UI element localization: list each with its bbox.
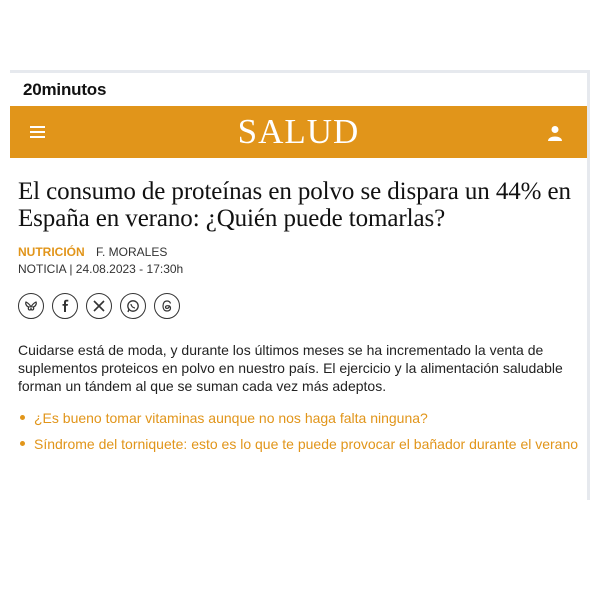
whatsapp-icon[interactable]: [120, 293, 146, 319]
article-headline: El consumo de proteínas en polvo se dispara un 44% en España en verano: ¿Quién puede tomarlas?: [18, 178, 571, 232]
bluesky-icon[interactable]: [18, 293, 44, 319]
article-lead: Cuidarse está de moda, y durante los últimos meses se ha incrementado la venta de suplementos proteicos en polvo en nuestro país. El ejercicio y la alimentación saludable forman un tándem al que se suman cada vez más adeptos.: [18, 342, 563, 394]
user-icon[interactable]: [547, 125, 563, 141]
site-logo[interactable]: 20minutos: [23, 79, 107, 99]
site-header: [10, 73, 587, 106]
x-icon[interactable]: [86, 293, 112, 319]
section-title[interactable]: SALUD: [237, 112, 360, 151]
related-links: [18, 409, 579, 453]
article-meta: [18, 245, 579, 259]
article-category[interactable]: NUTRICIÓN: [18, 245, 85, 259]
hamburger-icon[interactable]: [30, 126, 45, 138]
related-link[interactable]: ¿Es bueno tomar vitaminas aunque no nos haga falta ninguna?: [18, 409, 579, 427]
section-bar: [10, 106, 587, 158]
facebook-icon[interactable]: [52, 293, 78, 319]
article-type-date: NOTICIA | 24.08.2023 - 17:30h: [18, 262, 184, 276]
threads-icon[interactable]: [154, 293, 180, 319]
page-frame: [10, 70, 590, 500]
article-author[interactable]: F. MORALES: [96, 245, 168, 259]
share-bar: [18, 293, 579, 319]
article: [10, 178, 587, 453]
related-link[interactable]: Síndrome del torniquete: esto es lo que te puede provocar el bañador durante el verano: [18, 435, 579, 453]
